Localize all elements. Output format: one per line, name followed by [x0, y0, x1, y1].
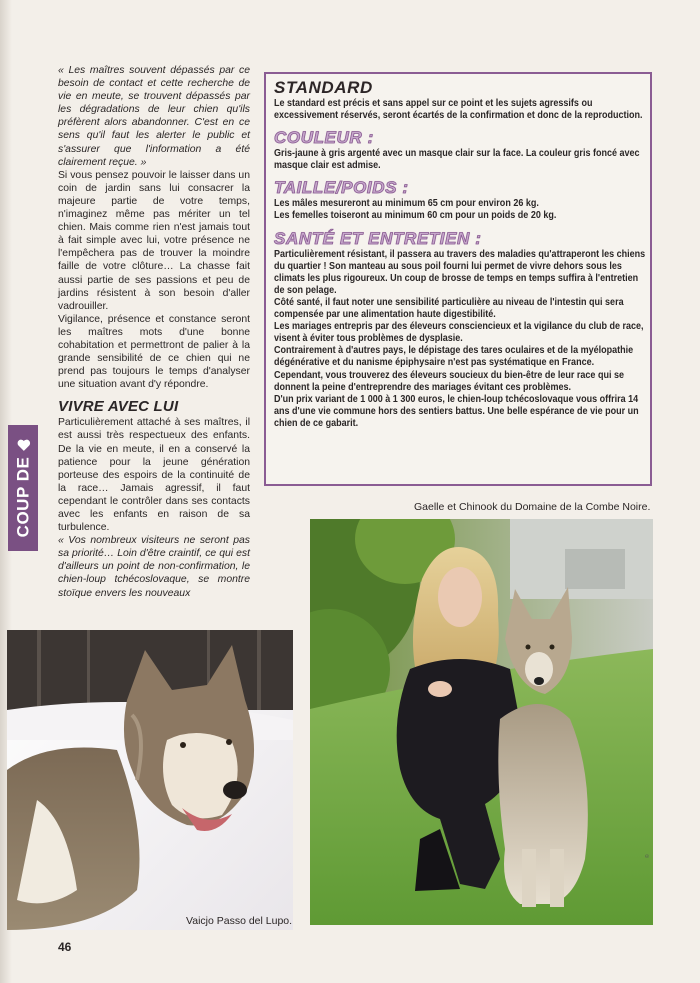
page-number: 46 — [58, 940, 72, 954]
standard-title: STANDARD — [274, 78, 373, 97]
breed-info-box — [264, 72, 652, 486]
photo-wolfdog-snow — [7, 630, 293, 930]
couleur-title: COULEUR : — [274, 128, 374, 148]
sante-p1: Particulièrement résistant, il passera au travers des maladies qu'attraperont les chiens du quartier ! Son manteau au sous poil fourni lui permet de vivre dehors sous les climats les plus rigoureux. Un coup de brosse de temps en temps suffira à l'entretien de son pelage. — [274, 248, 646, 296]
sante-p4: Contrairement à d'autres pays, le dépistage des tares oculaires et de la myélopathie dégénérative et du nanisme épiphysaire n'est pas systématique en France. — [274, 345, 634, 369]
sante-title: SANTÉ ET ENTRETIEN : — [274, 228, 482, 248]
sante-p5: Cependant, vous trouverez des éleveurs soucieux du bien-être de leur race qui se donnent la peine d'entreprendre des mariages évitant ces problèmes. — [274, 369, 624, 393]
sante-p3: Les mariages entrepris par des éleveurs consciencieux et la vigilance du club de race, visent à éviter tous problèmes de dysplasie. — [274, 321, 644, 345]
sante-p2: Côté santé, il faut noter une sensibilité particulière au niveau de l'intestin qui sera compensée par une alimentation haute digestibilité. — [274, 296, 624, 321]
sante-section — [274, 228, 646, 430]
taille-section — [274, 178, 642, 222]
taille-title: TAILLE/POIDS : — [274, 178, 409, 198]
sante-p6: D'un prix variant de 1 000 à 1 300 euros, le chien-loup tchécoslovaque vous offrira 14 ans d'une vie commune hors des sentiers battus. Une belle espérance de vie pour un chien de ce gabarit. — [274, 393, 639, 429]
side-tab-label: COUP DE — [13, 456, 32, 538]
standard-text: Le standard est précis et sans appel sur ce point et les sujets agressifs ou excessivement réservés, seront écartés de la confirmation et donc de la reproduction. — [274, 98, 643, 122]
paragraph-vigilance: Vigilance, présence et constance seront les maîtres mots d'une bonne cohabitation et permettront de palier à la grande sensibilité de ce chien qui ne prend pas toujours le temps d'analyser une situation avant d'y répondre. — [58, 313, 250, 391]
photo-credit: © — [645, 854, 651, 858]
left-photo-caption: Vaicjo Passo del Lupo. — [186, 915, 293, 927]
paragraph-enfants: Particulièrement attaché à ses maîtres, il est aussi très respectueux des enfants. De la vie en meute, il en a conservé la patience pour la jeune génération porteuse des espoirs de la continuité de la race… Jamais agressif, il faut cependant le contrôler dans ses contacts avec les enfants en raison de sa turbulence. — [58, 417, 250, 534]
quote-visiteurs: « Vos nombreux visiteurs ne seront pas sa priorité… Loin d'être craintif, ce qui est d'ailleurs un point de non-confirmation, le chien-loup tchécoslovaque, se montre stoïque envers les nouveaux — [58, 535, 250, 599]
standard-section — [274, 78, 642, 122]
coup-de-coeur-tab — [8, 425, 38, 551]
heart-icon — [16, 439, 30, 452]
heading-vivre-avec-lui: VIVRE AVEC LUI — [58, 398, 179, 416]
taille-femelles: Les femelles toiseront au minimum 60 cm pour un poids de 20 kg. — [274, 210, 557, 222]
intro-quote: « Les maîtres souvent dépassés par ce besoin de contact et cette recherche de vie en meute, se trouvent dépassés par les dégradations de leur chien qu'ils préfèrent alors abandonner. C'est en ce sens qu'il faut les alerter le public et s'assurer que l'information a été clairement reçue. » — [58, 65, 250, 168]
paragraph-jardin: Si vous pensez pouvoir le laisser dans un coin de jardin sans lui consacrer la majeure partie de votre temps, n'imaginez même pas mériter un tel chien. Mais comme rien n'est jamais tout à fait simple avec lui, votre présence ne l'empêchera pas de trouver la moindre faille de votre clôture… La chasse fait aussi partie de ses passions et peu de jardins résistent à son besoin d'aller vadrouiller. — [58, 169, 250, 312]
right-photo-caption: Gaelle et Chinook du Domaine de la Combe Noire. — [414, 501, 651, 513]
couleur-text: Gris-jaune à gris argenté avec un masque clair sur la face. La couleur gris foncé avec masque clair est admise. — [274, 148, 640, 172]
article-left-column — [58, 64, 250, 600]
photo-woman-with-wolfdog — [310, 519, 653, 925]
taille-males: Les mâles mesureront au minimum 65 cm pour environ 26 kg. — [274, 198, 539, 210]
couleur-section — [274, 128, 642, 172]
